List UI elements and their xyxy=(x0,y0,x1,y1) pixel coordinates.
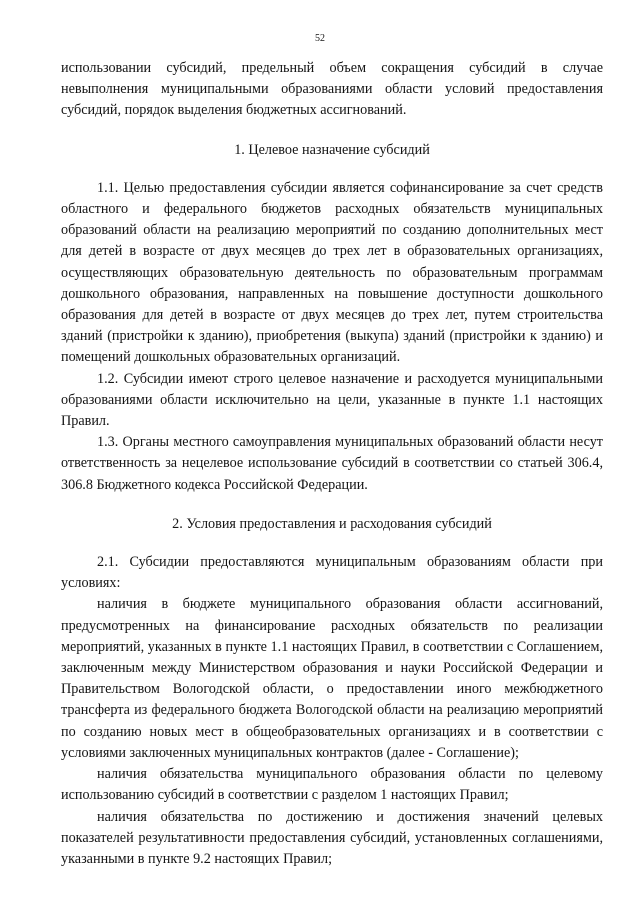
condition-1: наличия в бюджете муниципального образования области ассигнований, предусмотренных на финансирование расходных обязательств по реализации мероприятий, указанных в пункте 1.1 настоящих Правил, в соответствии с Соглашением, заключенным между Министерством образования и науки Российской Федерации и Правительством Вологодской области, о предоставлении иного межбюджетного трансферта из федерального бюджета Вологодской области на реализацию мероприятий по созданию новых мест в общеобразовательных организациях и в соответствии с условиями заключенных муниципальных контрактов (далее - Соглашение); xyxy=(61,596,603,761)
section-1-heading: 1. Целевое назначение субсидий xyxy=(234,141,430,158)
intro-paragraph: использовании субсидий, предельный объем сокращения субсидий в случае невыполнения муниципальными образованиями области условий предоставления субсидий, порядок выделения бюджетных ассигнований. xyxy=(61,60,603,119)
condition-2: наличия обязательства муниципального образования области по целевому использованию субсидий в соответствии с разделом 1 настоящих Правил; xyxy=(61,766,603,804)
condition-3: наличия обязательства по достижению и достижения значений целевых показателей результативности предоставления субсидий, установленных соглашениями, указанными в пункте 9.2 настоящих Правил; xyxy=(61,808,603,867)
paragraph-1-1: 1.1. Целью предоставления субсидии является софинансирование за счет средств областного и федерального бюджетов расходных обязательств муниципальных образований области на реализацию мероприятий по созданию дополнительных мест для детей в возрасте от двух месяцев до трех лет в образовательных организациях, осуществляющих образовательную деятельность по образовательным программам дошкольного образования, направленных на повышение доступности дошкольного образования для детей в возрасте от двух месяцев до трех лет, путем строительства зданий (пристройки к зданию), приобретения (выкупа) зданий (пристройки к зданию) и помещений дошкольных образовательных организаций. xyxy=(61,179,603,366)
page-number: 52 xyxy=(315,33,325,44)
paragraph-1-3: 1.3. Органы местного самоуправления муниципальных образований области несут ответственность за нецелевое использование субсидий в соответствии со статьей 306.4, 306.8 Бюджетного кодекса Российской Федерации. xyxy=(61,434,603,493)
section-2-heading: 2. Условия предоставления и расходования субсидий xyxy=(172,515,492,532)
document-body xyxy=(61,58,603,870)
paragraph-2-1: 2.1. Субсидии предоставляются муниципальным образованиям области при условиях: xyxy=(61,554,603,592)
paragraph-1-2: 1.2. Субсидии имеют строго целевое назначение и расходуется муниципальными образованиями области исключительно на цели, указанные в пункте 1.1 настоящих Правил. xyxy=(61,370,603,430)
